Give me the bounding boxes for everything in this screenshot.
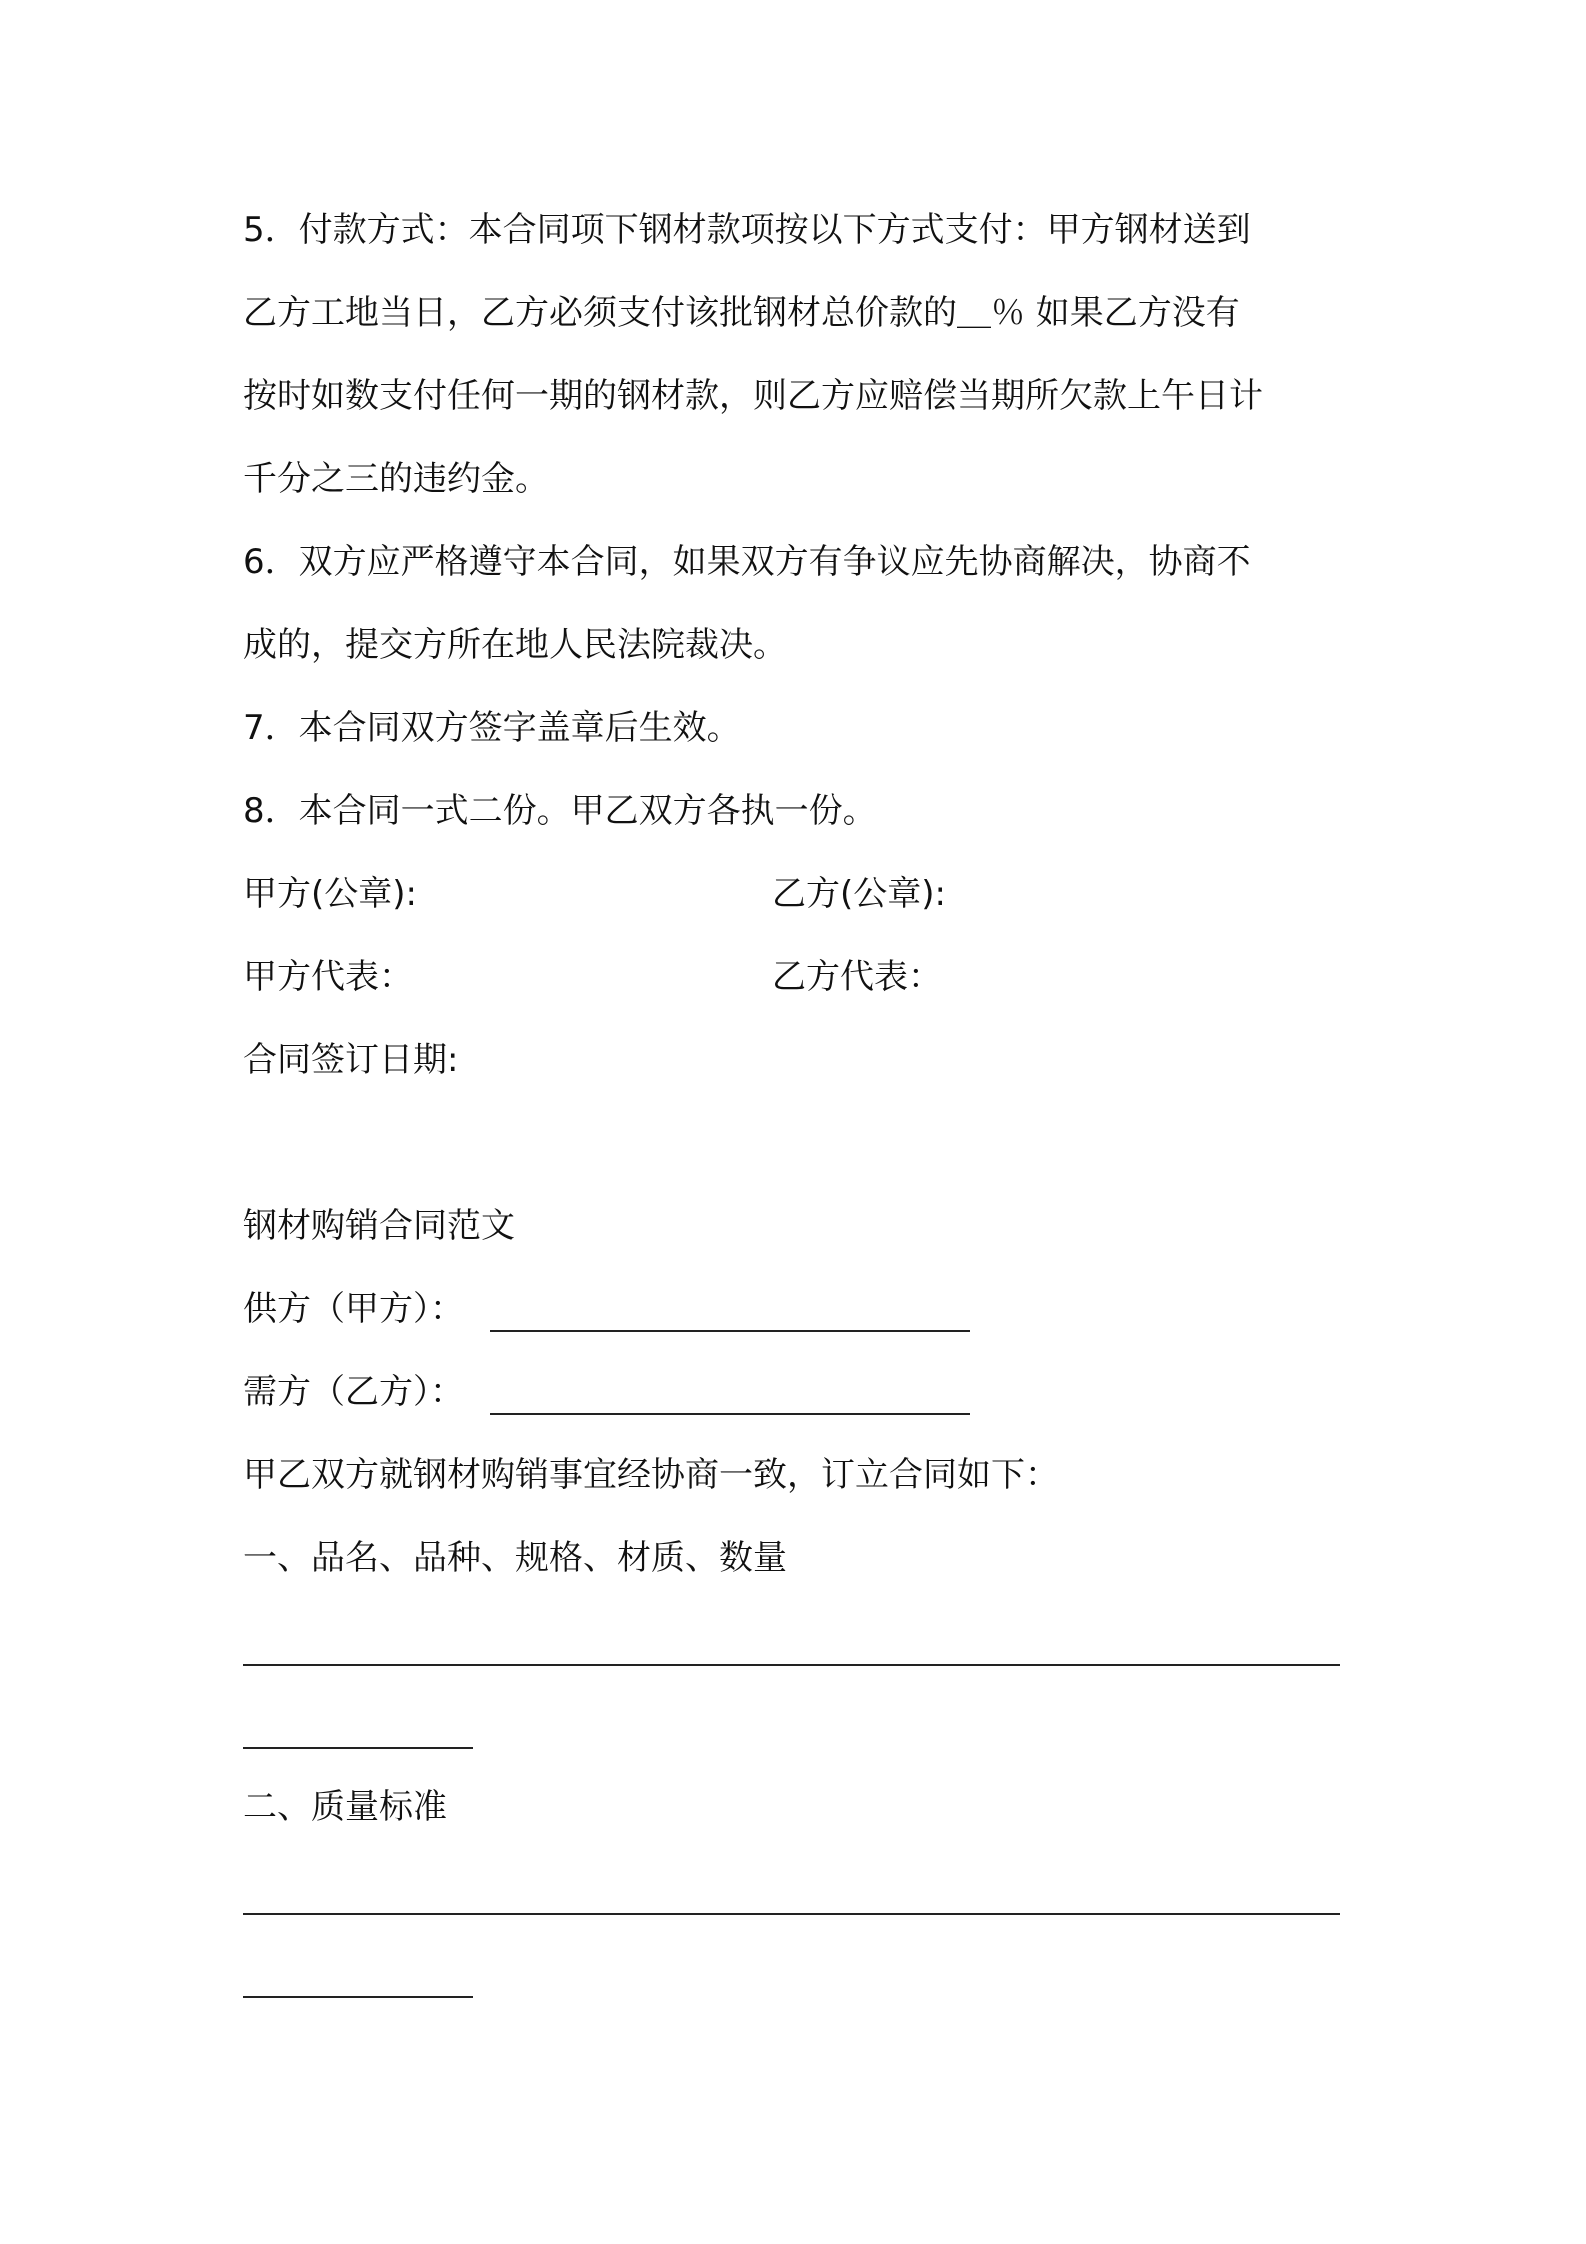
paragraph-5-line-1: 5．付款方式：本合同项下钢材款项按以下方式支付：甲方钢材送到 xyxy=(243,210,1251,250)
party-b-seal-label: 乙方(公章): xyxy=(772,874,946,914)
section-1-heading: 一、品名、品种、规格、材质、数量 xyxy=(243,1538,787,1578)
section-2-blank-line-1 xyxy=(243,1913,1340,1915)
paragraph-6-line-2: 成的，提交方所在地人民法院裁决。 xyxy=(243,625,787,665)
paragraph-7: 7．本合同双方签字盖章后生效。 xyxy=(243,708,741,748)
buyer-blank-line xyxy=(490,1413,970,1415)
paragraph-6-line-1: 6．双方应严格遵守本合同，如果双方有争议应先协商解决，协商不 xyxy=(243,542,1251,582)
section-2-blank-line-2 xyxy=(243,1996,473,1998)
paragraph-5-line-3: 按时如数支付任何一期的钢材款，则乙方应赔偿当期所欠款上午日计 xyxy=(243,376,1263,416)
paragraph-5-line-4: 千分之三的违约金。 xyxy=(243,459,549,499)
supplier-label: 供方（甲方）： xyxy=(243,1289,464,1329)
supplier-blank-line xyxy=(490,1330,970,1332)
buyer-label: 需方（乙方）： xyxy=(243,1372,464,1412)
party-b-rep-label: 乙方代表： xyxy=(772,957,942,997)
section-1-blank-line-2 xyxy=(243,1747,473,1749)
paragraph-5-line-2: 乙方工地当日，乙方必须支付该批钢材总价款的＿％ 如果乙方没有 xyxy=(243,293,1240,333)
party-a-rep-label: 甲方代表： xyxy=(243,957,413,997)
section-2-heading: 二、质量标准 xyxy=(243,1787,447,1827)
party-a-seal-label: 甲方(公章): xyxy=(243,874,417,914)
contract-title: 钢材购销合同范文 xyxy=(243,1206,515,1246)
contract-intro: 甲乙双方就钢材购销事宜经协商一致，订立合同如下： xyxy=(243,1455,1059,1495)
section-1-blank-line-1 xyxy=(243,1664,1340,1666)
paragraph-8: 8．本合同一式二份。甲乙双方各执一份。 xyxy=(243,791,877,831)
sign-date-label: 合同签订日期: xyxy=(243,1040,459,1080)
